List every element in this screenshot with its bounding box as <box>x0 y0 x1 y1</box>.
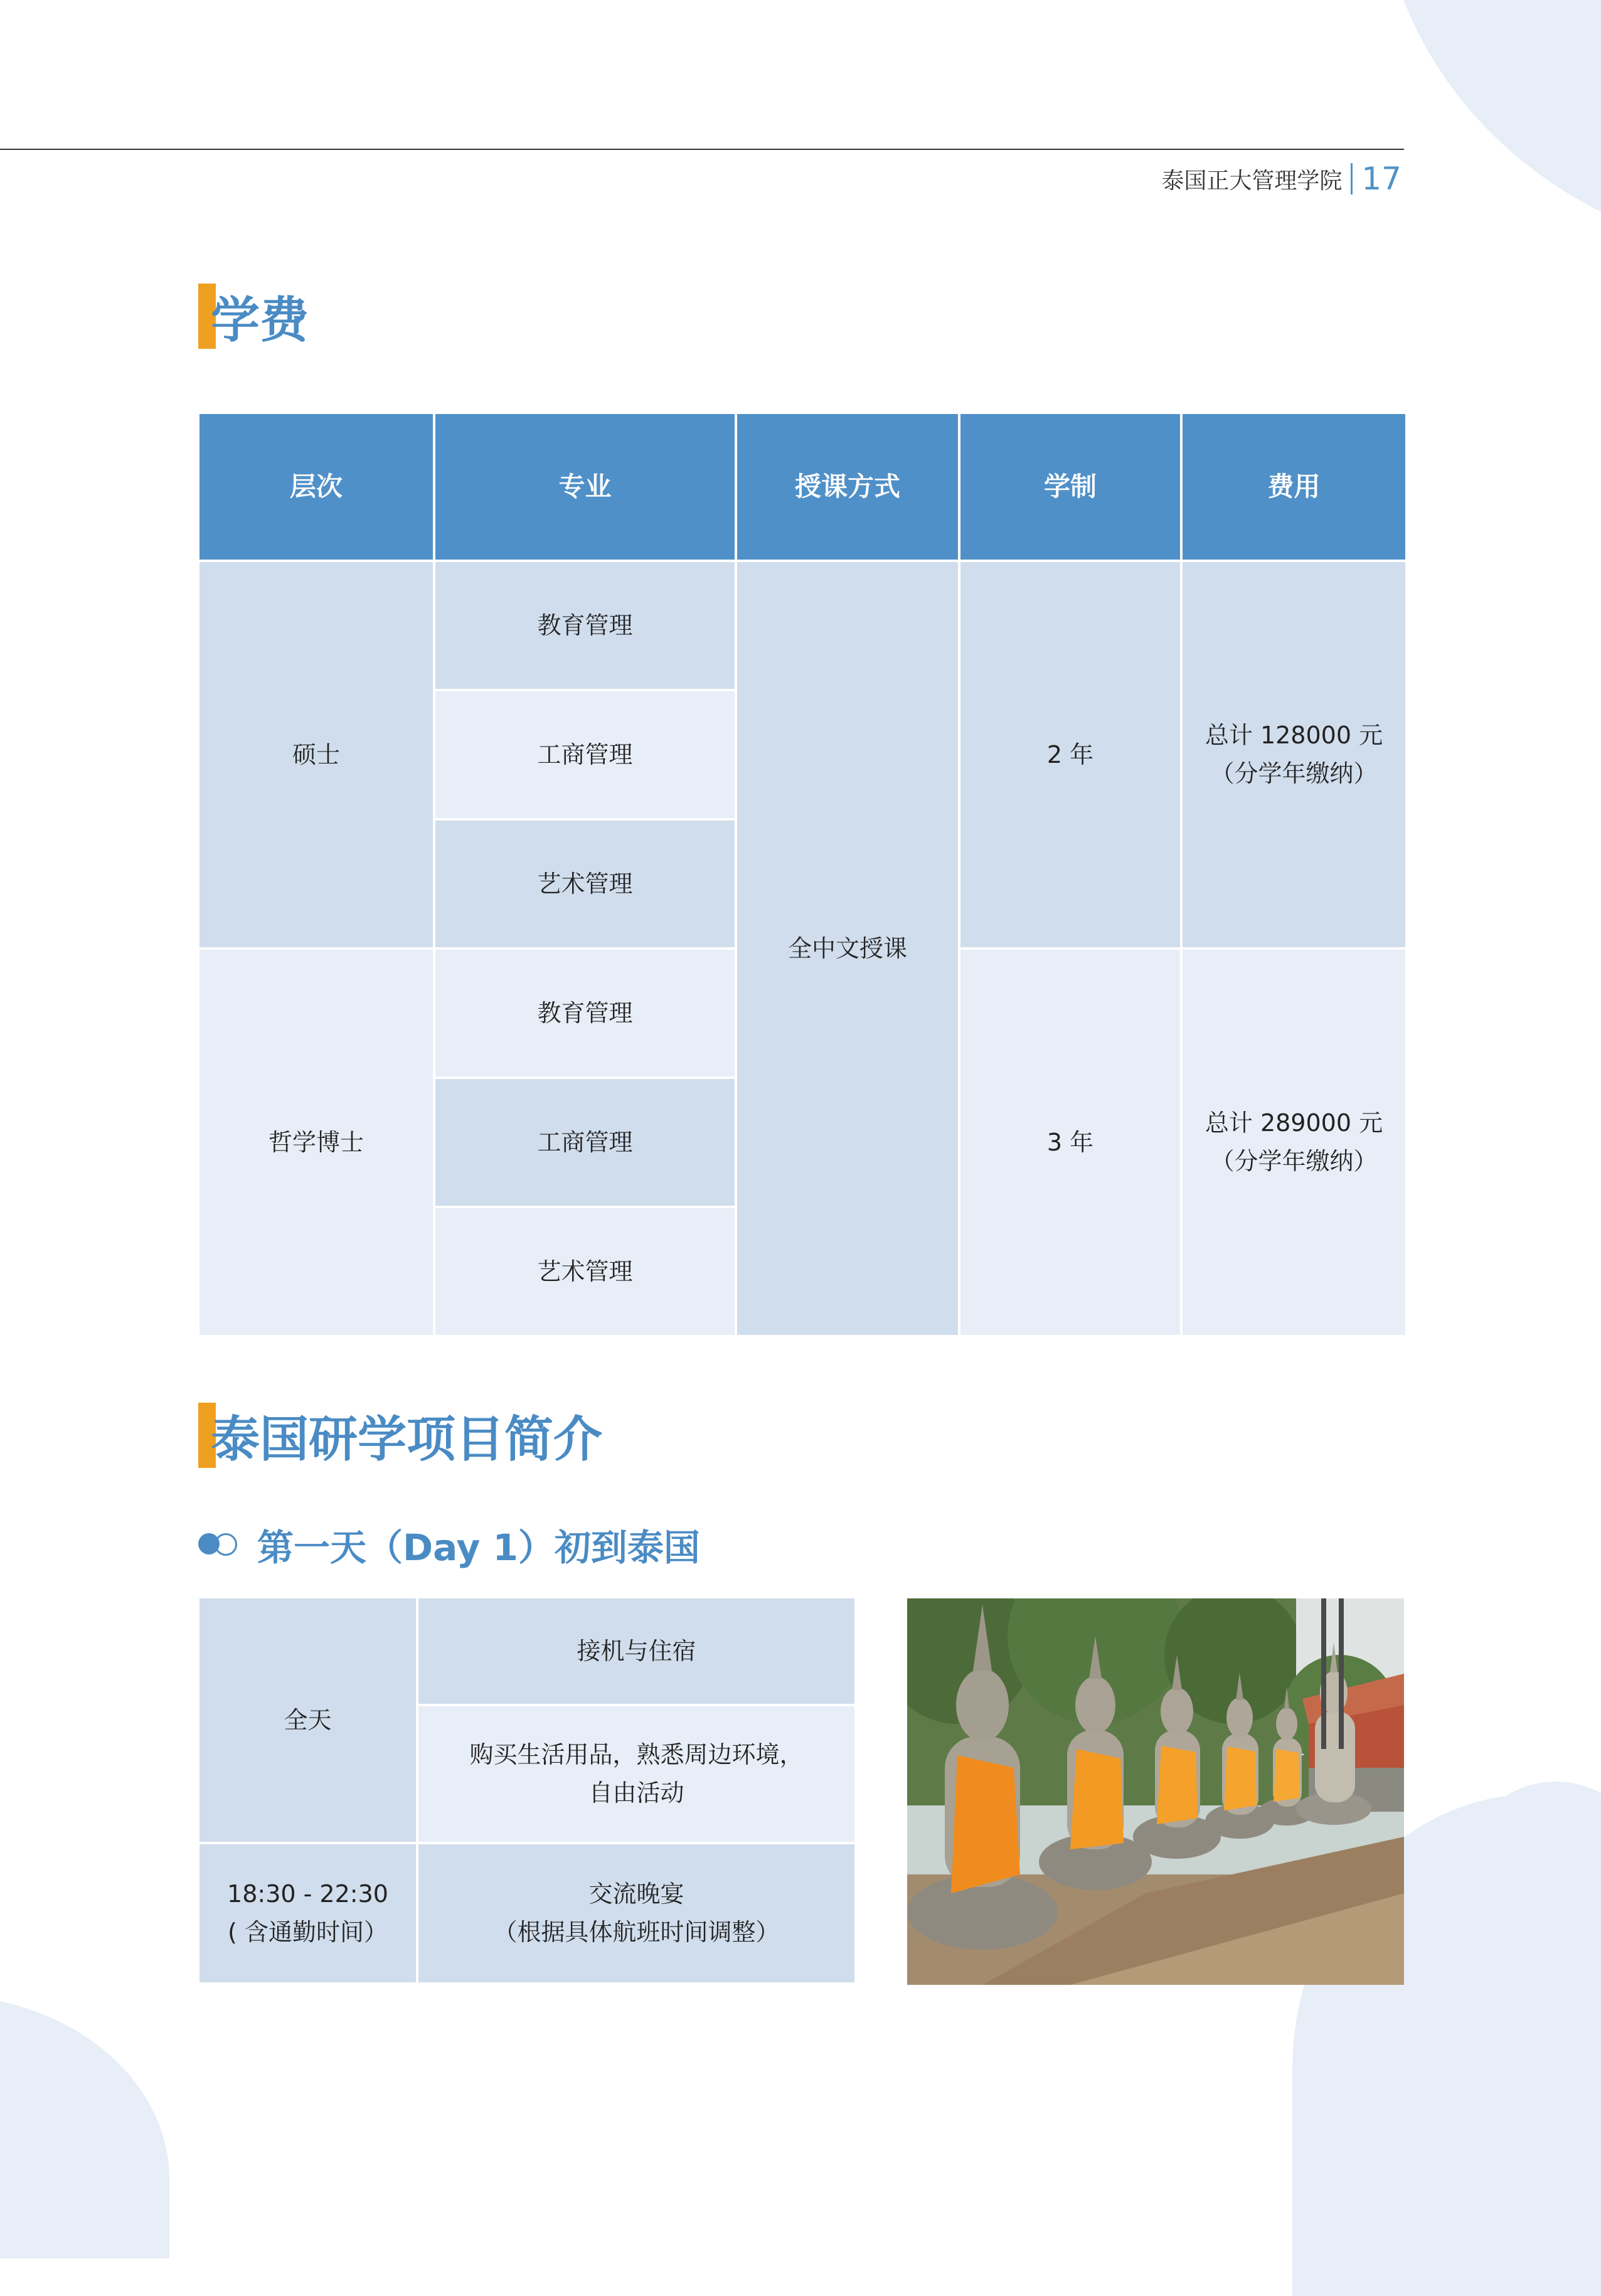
header-major: 专业 <box>435 414 735 560</box>
day1-schedule-table <box>199 1598 854 1985</box>
tuition-title: 学费 <box>211 292 309 349</box>
dinner-note: （根据具体航班时间调整） <box>493 1918 780 1946</box>
temple-buddha-statues-photo <box>907 1598 1404 1985</box>
phd-major-education: 教育管理 <box>435 950 735 1076</box>
schedule-time-allday: 全天 <box>199 1598 416 1842</box>
program-section-title <box>198 1400 602 1470</box>
bullet-dots-icon <box>198 1532 240 1557</box>
phd-level: 哲学博士 <box>199 950 433 1335</box>
decorative-blob-bottom-left <box>0 1995 169 2258</box>
page-number: 17 <box>1361 161 1402 197</box>
schedule-activity-shopping <box>418 1706 854 1842</box>
tuition-section-title <box>198 281 309 351</box>
phd-major-business: 工商管理 <box>435 1079 735 1206</box>
page-header <box>1161 161 1402 197</box>
phd-fee-total: 总计 289000 元 <box>1205 1109 1383 1137</box>
evening-time-note: ( 含通勤时间） <box>228 1918 388 1946</box>
header-fee: 费用 <box>1183 414 1405 560</box>
shopping-line-2: 自由活动 <box>588 1779 684 1807</box>
decorative-blob-top-right <box>1380 0 1601 263</box>
schedule-activity-dinner <box>418 1844 854 1982</box>
schedule-activity-pickup: 接机与住宿 <box>418 1598 854 1704</box>
header-duration: 学制 <box>960 414 1180 560</box>
schedule-time-evening <box>199 1844 416 1982</box>
masters-major-education: 教育管理 <box>435 562 735 689</box>
shopping-line-1: 购买生活用品，熟悉周边环境， <box>469 1741 804 1769</box>
program-title: 泰国研学项目简介 <box>211 1411 603 1468</box>
masters-fee-total: 总计 128000 元 <box>1205 721 1383 750</box>
day1-title: 第一天（Day 1）初到泰国 <box>257 1526 700 1569</box>
masters-fee-note: （分学年缴纳） <box>1210 760 1378 787</box>
dinner-label: 交流晚宴 <box>588 1880 684 1908</box>
phd-fee-note: （分学年缴纳） <box>1210 1147 1378 1175</box>
phd-fee <box>1183 950 1405 1335</box>
masters-major-business: 工商管理 <box>435 691 735 818</box>
phd-duration: 3 年 <box>960 950 1180 1335</box>
phd-major-arts: 艺术管理 <box>435 1208 735 1335</box>
tuition-table <box>199 414 1403 1336</box>
evening-time: 18:30 - 22:30 <box>227 1880 388 1908</box>
masters-duration: 2 年 <box>960 562 1180 947</box>
header-rule <box>0 149 1404 150</box>
header-teaching-mode: 授课方式 <box>737 414 958 560</box>
header-level: 层次 <box>199 414 433 560</box>
header-separator <box>1351 163 1353 194</box>
teaching-mode: 全中文授课 <box>737 562 958 1335</box>
day1-heading <box>198 1518 700 1571</box>
masters-level: 硕士 <box>199 562 433 947</box>
masters-major-arts: 艺术管理 <box>435 821 735 947</box>
school-name: 泰国正大管理学院 <box>1161 167 1343 194</box>
masters-fee <box>1183 562 1405 947</box>
